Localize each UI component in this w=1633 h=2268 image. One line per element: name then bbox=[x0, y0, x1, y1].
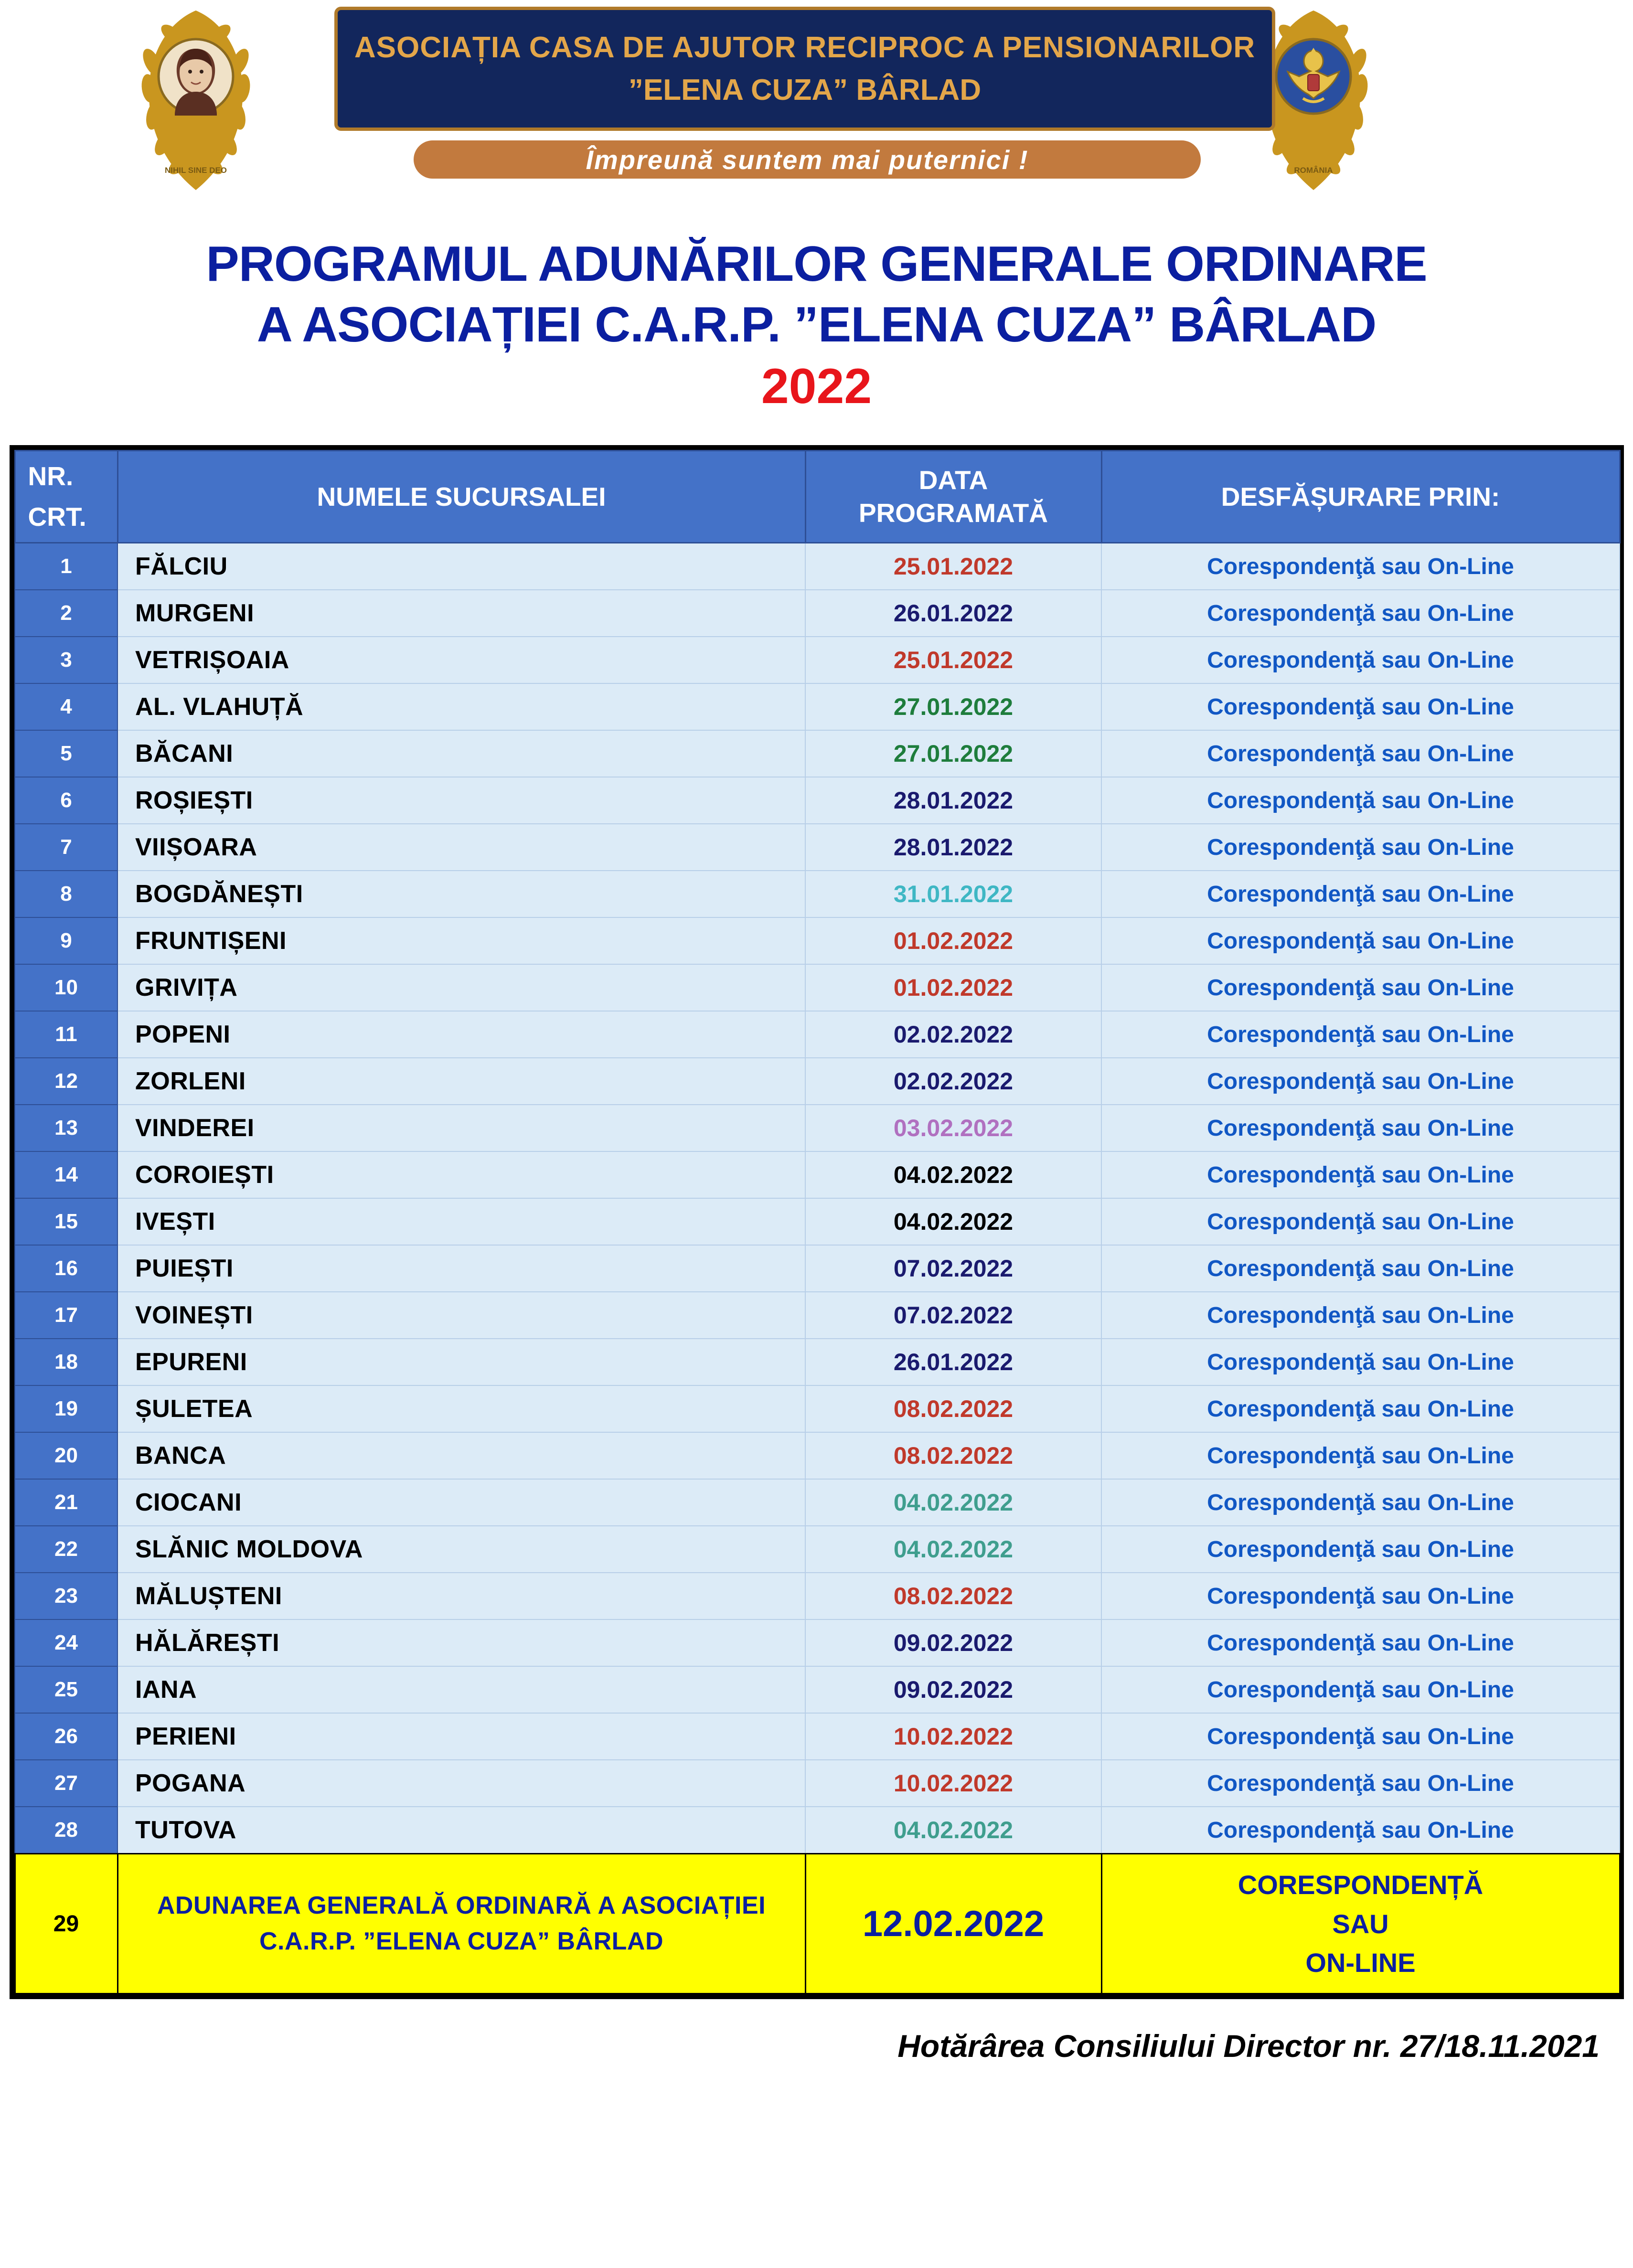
table-row bbox=[15, 1526, 1620, 1573]
table-row bbox=[15, 1058, 1620, 1105]
row-scheduled-date: 07.02.2022 bbox=[805, 1292, 1101, 1339]
row-index: 20 bbox=[15, 1432, 117, 1479]
row-scheduled-date: 09.02.2022 bbox=[805, 1619, 1101, 1666]
column-header-nr-line2: CRT. bbox=[28, 502, 86, 532]
row-mode: Corespondenţă sau On-Line bbox=[1101, 917, 1620, 964]
table-row bbox=[15, 824, 1620, 871]
row-mode-line: CORESPONDENȚĂ bbox=[1238, 1870, 1484, 1900]
table-row bbox=[15, 543, 1620, 590]
column-header-branch: NUMELE SUCURSALEI bbox=[117, 450, 805, 543]
row-scheduled-date: 25.01.2022 bbox=[805, 543, 1101, 590]
row-index: 13 bbox=[15, 1105, 117, 1151]
row-branch-name: EPURENI bbox=[117, 1339, 805, 1385]
row-branch-name: ZORLENI bbox=[117, 1058, 805, 1105]
row-index: 15 bbox=[15, 1198, 117, 1245]
footer-note: Hotărârea Consiliului Director nr. 27/18.11.2021 bbox=[897, 2028, 1600, 2064]
table-row bbox=[15, 1339, 1620, 1385]
row-branch-name: PUIEȘTI bbox=[117, 1245, 805, 1292]
row-branch-name: BĂCANI bbox=[117, 730, 805, 777]
row-branch-name: TUTOVA bbox=[117, 1807, 805, 1854]
row-branch-name: MĂLUȘTENI bbox=[117, 1573, 805, 1619]
row-branch-name: HĂLĂREȘTI bbox=[117, 1619, 805, 1666]
table-row bbox=[15, 1292, 1620, 1339]
schedule-table-container bbox=[10, 445, 1624, 2000]
row-branch-name: BANCA bbox=[117, 1432, 805, 1479]
row-mode: Corespondenţă sau On-Line bbox=[1101, 590, 1620, 637]
row-scheduled-date: 07.02.2022 bbox=[805, 1245, 1101, 1292]
table-row bbox=[15, 1713, 1620, 1760]
table-header bbox=[15, 450, 1620, 543]
portrait-figure bbox=[175, 49, 217, 116]
row-mode: Corespondenţă sau On-Line bbox=[1101, 1245, 1620, 1292]
row-index: 25 bbox=[15, 1666, 117, 1713]
table-row bbox=[15, 777, 1620, 824]
schedule-table bbox=[14, 450, 1621, 1995]
row-index: 27 bbox=[15, 1760, 117, 1807]
row-mode: Corespondenţă sau On-Line bbox=[1101, 1479, 1620, 1526]
row-scheduled-date: 02.02.2022 bbox=[805, 1011, 1101, 1058]
column-header-mode: DESFĂȘURARE PRIN: bbox=[1101, 450, 1620, 543]
row-branch-name: PERIENI bbox=[117, 1713, 805, 1760]
table-row bbox=[15, 683, 1620, 730]
motto-banner bbox=[411, 138, 1204, 181]
row-scheduled-date: 04.02.2022 bbox=[805, 1479, 1101, 1526]
row-scheduled-date: 04.02.2022 bbox=[805, 1198, 1101, 1245]
row-mode: Corespondenţă sau On-Line bbox=[1101, 871, 1620, 917]
table-row bbox=[15, 1573, 1620, 1619]
row-mode: Corespondenţă sau On-Line bbox=[1101, 730, 1620, 777]
row-index: 6 bbox=[15, 777, 117, 824]
right-emblem-caption: ROMÂNIA bbox=[1294, 166, 1333, 175]
organization-title-box bbox=[334, 7, 1275, 131]
table-row bbox=[15, 730, 1620, 777]
row-scheduled-date: 08.02.2022 bbox=[805, 1385, 1101, 1432]
row-branch-name: GRIVIȚA bbox=[117, 964, 805, 1011]
row-branch-name: FĂLCIU bbox=[117, 543, 805, 590]
row-index: 16 bbox=[15, 1245, 117, 1292]
row-branch-name: ROȘIEȘTI bbox=[117, 777, 805, 824]
row-branch-name: MURGENI bbox=[117, 590, 805, 637]
row-scheduled-date: 25.01.2022 bbox=[805, 637, 1101, 683]
row-index: 4 bbox=[15, 683, 117, 730]
row-index: 14 bbox=[15, 1151, 117, 1198]
table-row bbox=[15, 1011, 1620, 1058]
row-scheduled-date: 10.02.2022 bbox=[805, 1713, 1101, 1760]
table-row bbox=[15, 1619, 1620, 1666]
table-row bbox=[15, 1151, 1620, 1198]
table-row-general-assembly bbox=[15, 1854, 1620, 1994]
row-mode: Corespondenţă sau On-Line bbox=[1101, 1105, 1620, 1151]
table-row bbox=[15, 1479, 1620, 1526]
row-mode: Corespondenţă sau On-Line bbox=[1101, 1011, 1620, 1058]
row-branch-name: VIIȘOARA bbox=[117, 824, 805, 871]
row-index: 7 bbox=[15, 824, 117, 871]
row-branch-name: ȘULETEA bbox=[117, 1385, 805, 1432]
table-row bbox=[15, 917, 1620, 964]
row-branch-name: SLĂNIC MOLDOVA bbox=[117, 1526, 805, 1573]
row-index: 9 bbox=[15, 917, 117, 964]
row-index: 8 bbox=[15, 871, 117, 917]
row-mode: Corespondenţă sau On-Line bbox=[1101, 1292, 1620, 1339]
row-index: 11 bbox=[15, 1011, 117, 1058]
table-row bbox=[15, 1760, 1620, 1807]
row-scheduled-date: 04.02.2022 bbox=[805, 1807, 1101, 1854]
row-branch-name: ADUNAREA GENERALĂ ORDINARĂ A ASOCIAȚIEI C.A.R.P. ”ELENA CUZA” BÂRLAD bbox=[117, 1854, 805, 1994]
row-index: 28 bbox=[15, 1807, 117, 1854]
row-scheduled-date: 04.02.2022 bbox=[805, 1151, 1101, 1198]
row-index: 29 bbox=[15, 1854, 117, 1994]
row-scheduled-date: 27.01.2022 bbox=[805, 683, 1101, 730]
organization-name-line1: ASOCIAȚIA CASA DE AJUTOR RECIPROC A PENSIONARILOR bbox=[354, 31, 1256, 64]
row-mode: Corespondenţă sau On-Line bbox=[1101, 777, 1620, 824]
table-row bbox=[15, 1198, 1620, 1245]
row-index: 12 bbox=[15, 1058, 117, 1105]
row-mode: Corespondenţă sau On-Line bbox=[1101, 1385, 1620, 1432]
table-row bbox=[15, 964, 1620, 1011]
row-index: 23 bbox=[15, 1573, 117, 1619]
column-header-nr-line1: NR. bbox=[28, 461, 74, 491]
table-row bbox=[15, 1245, 1620, 1292]
table-row bbox=[15, 871, 1620, 917]
row-index: 19 bbox=[15, 1385, 117, 1432]
row-index: 10 bbox=[15, 964, 117, 1011]
row-branch-name: FRUNTIȘENI bbox=[117, 917, 805, 964]
row-branch-name: AL. VLAHUȚĂ bbox=[117, 683, 805, 730]
page-title bbox=[0, 234, 1633, 417]
row-scheduled-date: 26.01.2022 bbox=[805, 1339, 1101, 1385]
column-header-date bbox=[805, 450, 1101, 543]
row-branch-name: VINDEREI bbox=[117, 1105, 805, 1151]
page-title-line1: PROGRAMUL ADUNĂRILOR GENERALE ORDINARE bbox=[206, 236, 1427, 292]
row-branch-name: IANA bbox=[117, 1666, 805, 1713]
row-index: 2 bbox=[15, 590, 117, 637]
page-header-banner bbox=[0, 0, 1633, 205]
elena-cuza-emblem bbox=[124, 5, 267, 196]
row-scheduled-date: 08.02.2022 bbox=[805, 1432, 1101, 1479]
row-index: 22 bbox=[15, 1526, 117, 1573]
row-scheduled-date: 01.02.2022 bbox=[805, 964, 1101, 1011]
row-mode bbox=[1101, 1854, 1620, 1994]
row-branch-name: IVEȘTI bbox=[117, 1198, 805, 1245]
table-row bbox=[15, 1432, 1620, 1479]
row-scheduled-date: 10.02.2022 bbox=[805, 1760, 1101, 1807]
row-index: 3 bbox=[15, 637, 117, 683]
table-row bbox=[15, 590, 1620, 637]
row-mode: Corespondenţă sau On-Line bbox=[1101, 1619, 1620, 1666]
row-mode-line: ON-LINE bbox=[1305, 1947, 1416, 1978]
row-index: 5 bbox=[15, 730, 117, 777]
table-row bbox=[15, 1666, 1620, 1713]
row-mode: Corespondenţă sau On-Line bbox=[1101, 1339, 1620, 1385]
row-scheduled-date: 26.01.2022 bbox=[805, 590, 1101, 637]
row-mode: Corespondenţă sau On-Line bbox=[1101, 1807, 1620, 1854]
row-branch-name: VETRIȘOAIA bbox=[117, 637, 805, 683]
row-index: 1 bbox=[15, 543, 117, 590]
row-branch-name: VOINEȘTI bbox=[117, 1292, 805, 1339]
table-row bbox=[15, 637, 1620, 683]
row-scheduled-date: 28.01.2022 bbox=[805, 824, 1101, 871]
row-scheduled-date: 08.02.2022 bbox=[805, 1573, 1101, 1619]
row-index: 21 bbox=[15, 1479, 117, 1526]
row-scheduled-date: 31.01.2022 bbox=[805, 871, 1101, 917]
row-branch-name: POPENI bbox=[117, 1011, 805, 1058]
table-row bbox=[15, 1807, 1620, 1854]
row-scheduled-date: 03.02.2022 bbox=[805, 1105, 1101, 1151]
row-scheduled-date: 12.02.2022 bbox=[805, 1854, 1101, 1994]
row-mode: Corespondenţă sau On-Line bbox=[1101, 1760, 1620, 1807]
row-branch-name: POGANA bbox=[117, 1760, 805, 1807]
page-title-line2: A ASOCIAȚIEI C.A.R.P. ”ELENA CUZA” BÂRLAD bbox=[256, 297, 1377, 352]
row-scheduled-date: 27.01.2022 bbox=[805, 730, 1101, 777]
table-body bbox=[15, 543, 1620, 1994]
row-scheduled-date: 02.02.2022 bbox=[805, 1058, 1101, 1105]
table-header-row bbox=[15, 450, 1620, 543]
column-header-nr bbox=[15, 450, 117, 543]
row-index: 24 bbox=[15, 1619, 117, 1666]
row-mode: Corespondenţă sau On-Line bbox=[1101, 1526, 1620, 1573]
row-mode: Corespondenţă sau On-Line bbox=[1101, 543, 1620, 590]
row-scheduled-date: 04.02.2022 bbox=[805, 1526, 1101, 1573]
row-mode: Corespondenţă sau On-Line bbox=[1101, 1432, 1620, 1479]
motto-text: Împreună suntem mai puternici ! bbox=[586, 144, 1029, 175]
row-mode: Corespondenţă sau On-Line bbox=[1101, 824, 1620, 871]
row-mode: Corespondenţă sau On-Line bbox=[1101, 1713, 1620, 1760]
organization-name-line2: ”ELENA CUZA” BÂRLAD bbox=[628, 74, 982, 107]
row-mode: Corespondenţă sau On-Line bbox=[1101, 1058, 1620, 1105]
row-scheduled-date: 09.02.2022 bbox=[805, 1666, 1101, 1713]
row-scheduled-date: 28.01.2022 bbox=[805, 777, 1101, 824]
row-mode: Corespondenţă sau On-Line bbox=[1101, 1151, 1620, 1198]
row-mode: Corespondenţă sau On-Line bbox=[1101, 637, 1620, 683]
row-mode: Corespondenţă sau On-Line bbox=[1101, 964, 1620, 1011]
row-scheduled-date: 01.02.2022 bbox=[805, 917, 1101, 964]
row-index: 18 bbox=[15, 1339, 117, 1385]
row-mode: Corespondenţă sau On-Line bbox=[1101, 683, 1620, 730]
column-header-date-line1: DATA bbox=[918, 465, 988, 495]
table-row bbox=[15, 1105, 1620, 1151]
left-emblem-caption: NIHIL SINE DEO bbox=[164, 166, 227, 175]
row-mode-line: SAU bbox=[1332, 1908, 1389, 1939]
row-mode: Corespondenţă sau On-Line bbox=[1101, 1666, 1620, 1713]
row-branch-name: CIOCANI bbox=[117, 1479, 805, 1526]
row-index: 17 bbox=[15, 1292, 117, 1339]
column-header-date-line2: PROGRAMATĂ bbox=[858, 498, 1048, 528]
table-row bbox=[15, 1385, 1620, 1432]
row-index: 26 bbox=[15, 1713, 117, 1760]
page-title-year: 2022 bbox=[761, 358, 872, 414]
row-branch-name: COROIEȘTI bbox=[117, 1151, 805, 1198]
row-mode: Corespondenţă sau On-Line bbox=[1101, 1198, 1620, 1245]
row-mode: Corespondenţă sau On-Line bbox=[1101, 1573, 1620, 1619]
row-branch-name: BOGDĂNEȘTI bbox=[117, 871, 805, 917]
